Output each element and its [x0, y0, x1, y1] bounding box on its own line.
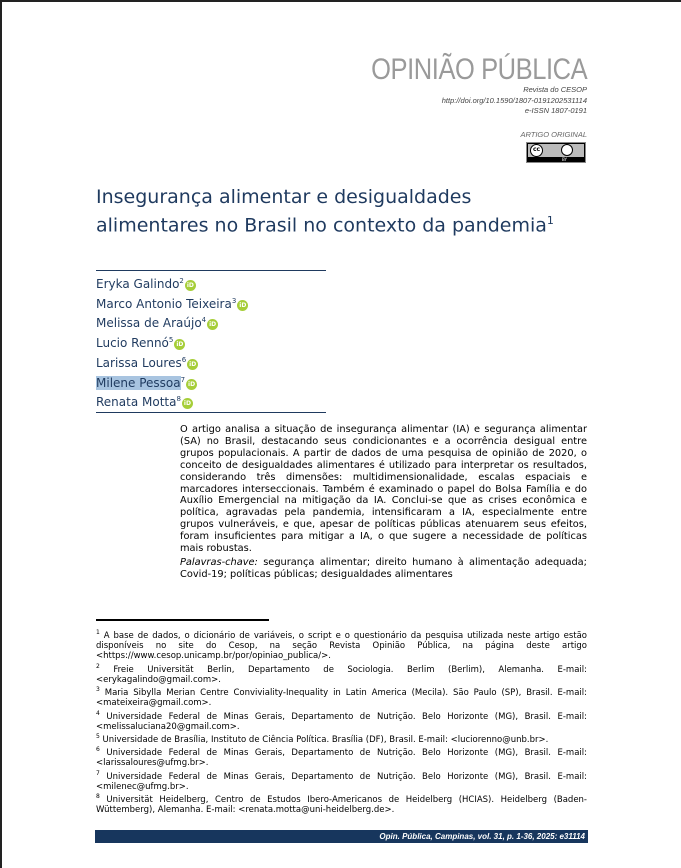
- footnote-item: $^6$ Universidade Federal de Minas Gerais, Departamento de Nutrição. Belo Horizonte (MG), Brasil. E-mail: <larissaloures@ufmg.br>.: [96, 746, 587, 769]
- orcid-icon[interactable]: iD: [186, 282, 194, 289]
- footnote-item: $^2$ Freie Universität Berlin, Departamento de Sociologia. Berlim (Berlim), Alemanha. E-mail: <erykagalindo@gmail.com>.: [96, 662, 587, 685]
- footnote-divider: [96, 619, 269, 621]
- article-title: [96, 185, 576, 237]
- orcid-icon[interactable]: iD: [189, 360, 197, 368]
- author-name[interactable]: Eryka Galindo: [96, 277, 180, 291]
- footnote-item: $^3$ Maria Sibylla Merian Centre Conviviality-Inequality in Latin America (Mecila). São Paulo (SP), Brasil. E-mail: <mateixeira@gmail.com>.: [96, 686, 588, 709]
- journal-name: OPINIÃO PÚBLICA: [370, 53, 587, 86]
- author-footnote-ref[interactable]: 6: [181, 355, 187, 364]
- creative-commons-icon: cc: [530, 144, 543, 157]
- author-name[interactable]: Melissa de Araújo: [96, 316, 202, 331]
- author-list: [96, 270, 326, 413]
- author-name[interactable]: Renata Motta: [96, 395, 177, 410]
- orcid-icon[interactable]: iD: [239, 301, 247, 309]
- viewer-frame-top: [0, 0, 681, 2]
- cc-by-license-badge[interactable]: [526, 142, 586, 163]
- author-footnote-ref[interactable]: 7: [180, 375, 186, 384]
- author-footnote-ref[interactable]: 3: [231, 296, 237, 305]
- author-item: [96, 391, 326, 411]
- author-name-selected-text[interactable]: Milene Pessoa: [96, 375, 181, 390]
- footnote-item: $^7$ Universidade Federal de Minas Gerais, Departamento de Nutrição. Belo Horizonte (MG), Brasil. E-mail: <milenec@ufmg.br>.: [96, 769, 587, 792]
- title-text: Insegurança alimentar e desigualdades alimentares no Brasil no contexto da pandemia: [96, 186, 547, 237]
- article-type: ARTIGO ORIGINAL: [520, 130, 587, 139]
- footnote-item: $^4$ Universidade Federal de Minas Gerais, Departamento de Nutrição. Belo Horizonte (MG), Brasil. E-mail: <melissaluciana20@gmail.com>.: [96, 709, 587, 732]
- author-item: [96, 352, 326, 372]
- footnote-item: $^1$ A base de dados, o dicionário de variáveis, o script e o questionário da pesquisa utilizada neste artigo estão disponíveis no site do Cesop, na seção Revista Opinião Pública, na página deste artigo <https://www.cesop.unicamp.br/por/opiniao_publica/>.: [96, 629, 587, 662]
- author-item: [96, 332, 326, 352]
- keywords-label: Palavras-chave:: [180, 557, 258, 568]
- author-item-selected: [96, 372, 326, 392]
- citation-footer-bar: Opin. Pública, Campinas, vol. 31, p. 1-36, 2025: e31114: [95, 830, 588, 843]
- doi-link[interactable]: http://doi.org/10.1590/1807-0191202531114: [441, 95, 587, 105]
- author-name[interactable]: Lucio Rennó: [96, 336, 169, 351]
- orcid-icon[interactable]: iD: [183, 400, 191, 408]
- author-name[interactable]: Larissa Loures: [96, 355, 182, 370]
- title-footnote-ref[interactable]: 1: [546, 214, 554, 227]
- author-footnote-ref[interactable]: 2: [179, 277, 184, 285]
- viewer-frame-left: [0, 0, 2, 868]
- author-name[interactable]: Marco Antonio Teixeira: [96, 296, 232, 311]
- footnote-item: $^8$ Universität Heidelberg, Centro de Estudos Ibero-Americanos de Heidelberg (HCIAS). Heidelberg (Baden-Wüttemberg), Alemanha. E-mail: <renata.motta@uni-heidelberg.de>.: [96, 792, 587, 816]
- journal-masthead: [333, 55, 587, 117]
- by-label: BY: [562, 157, 567, 162]
- journal-subtitle: Revista do CESOP: [523, 85, 587, 94]
- keywords: [180, 557, 587, 581]
- keywords-text: segurança alimentar; direito humano à alimentação adequada; Covid-19; políticas públicas; desigualdades alimentares: [180, 557, 587, 580]
- orcid-icon[interactable]: iD: [176, 341, 184, 349]
- author-footnote-ref[interactable]: 4: [201, 316, 207, 325]
- orcid-icon[interactable]: iD: [188, 380, 196, 388]
- abstract: O artigo analisa a situação de insegurança alimentar (IA) e segurança alimentar (SA) no Brasil, destacando seus condicionantes e a ocorrência desigual entre grupos populacionais. A partir de dados de uma pesquisa de opinião de 2020, o conceito de desigualdades alimentares é utilizado para interpretar os resultados, considerando três dimensões: multidimensionalidade, escalas espaciais e marcadores interseccionais. Também é examinado o papel do Bolsa Família e do Auxílio Emergencial na mitigação da IA. Conclui-se que as crises econômica e política, agravadas pela pandemia, intensificaram a IA, especialmente entre grupos vulneráveis, e que, apesar de políticas públicas atenuarem seus efeitos, foram insuficientes para mitigar a IA, o que sugere a necessidade de políticas mais robustas.: [180, 424, 587, 555]
- attribution-person-icon: [561, 144, 573, 156]
- orcid-icon[interactable]: iD: [209, 321, 217, 329]
- author-item: [96, 293, 326, 313]
- footnotes: [96, 628, 587, 815]
- author-footnote-ref[interactable]: 8: [176, 395, 181, 404]
- author-item: [96, 273, 326, 293]
- footnote-item: $^5$ Universidade de Brasília, Instituto de Ciência Política. Brasília (DF), Brasil. E-mail: <luciorenno@unb.br>.: [96, 732, 549, 745]
- author-footnote-ref[interactable]: 5: [168, 336, 174, 345]
- author-item: [96, 312, 326, 332]
- issn: e-ISSN 1807-0191: [524, 106, 587, 115]
